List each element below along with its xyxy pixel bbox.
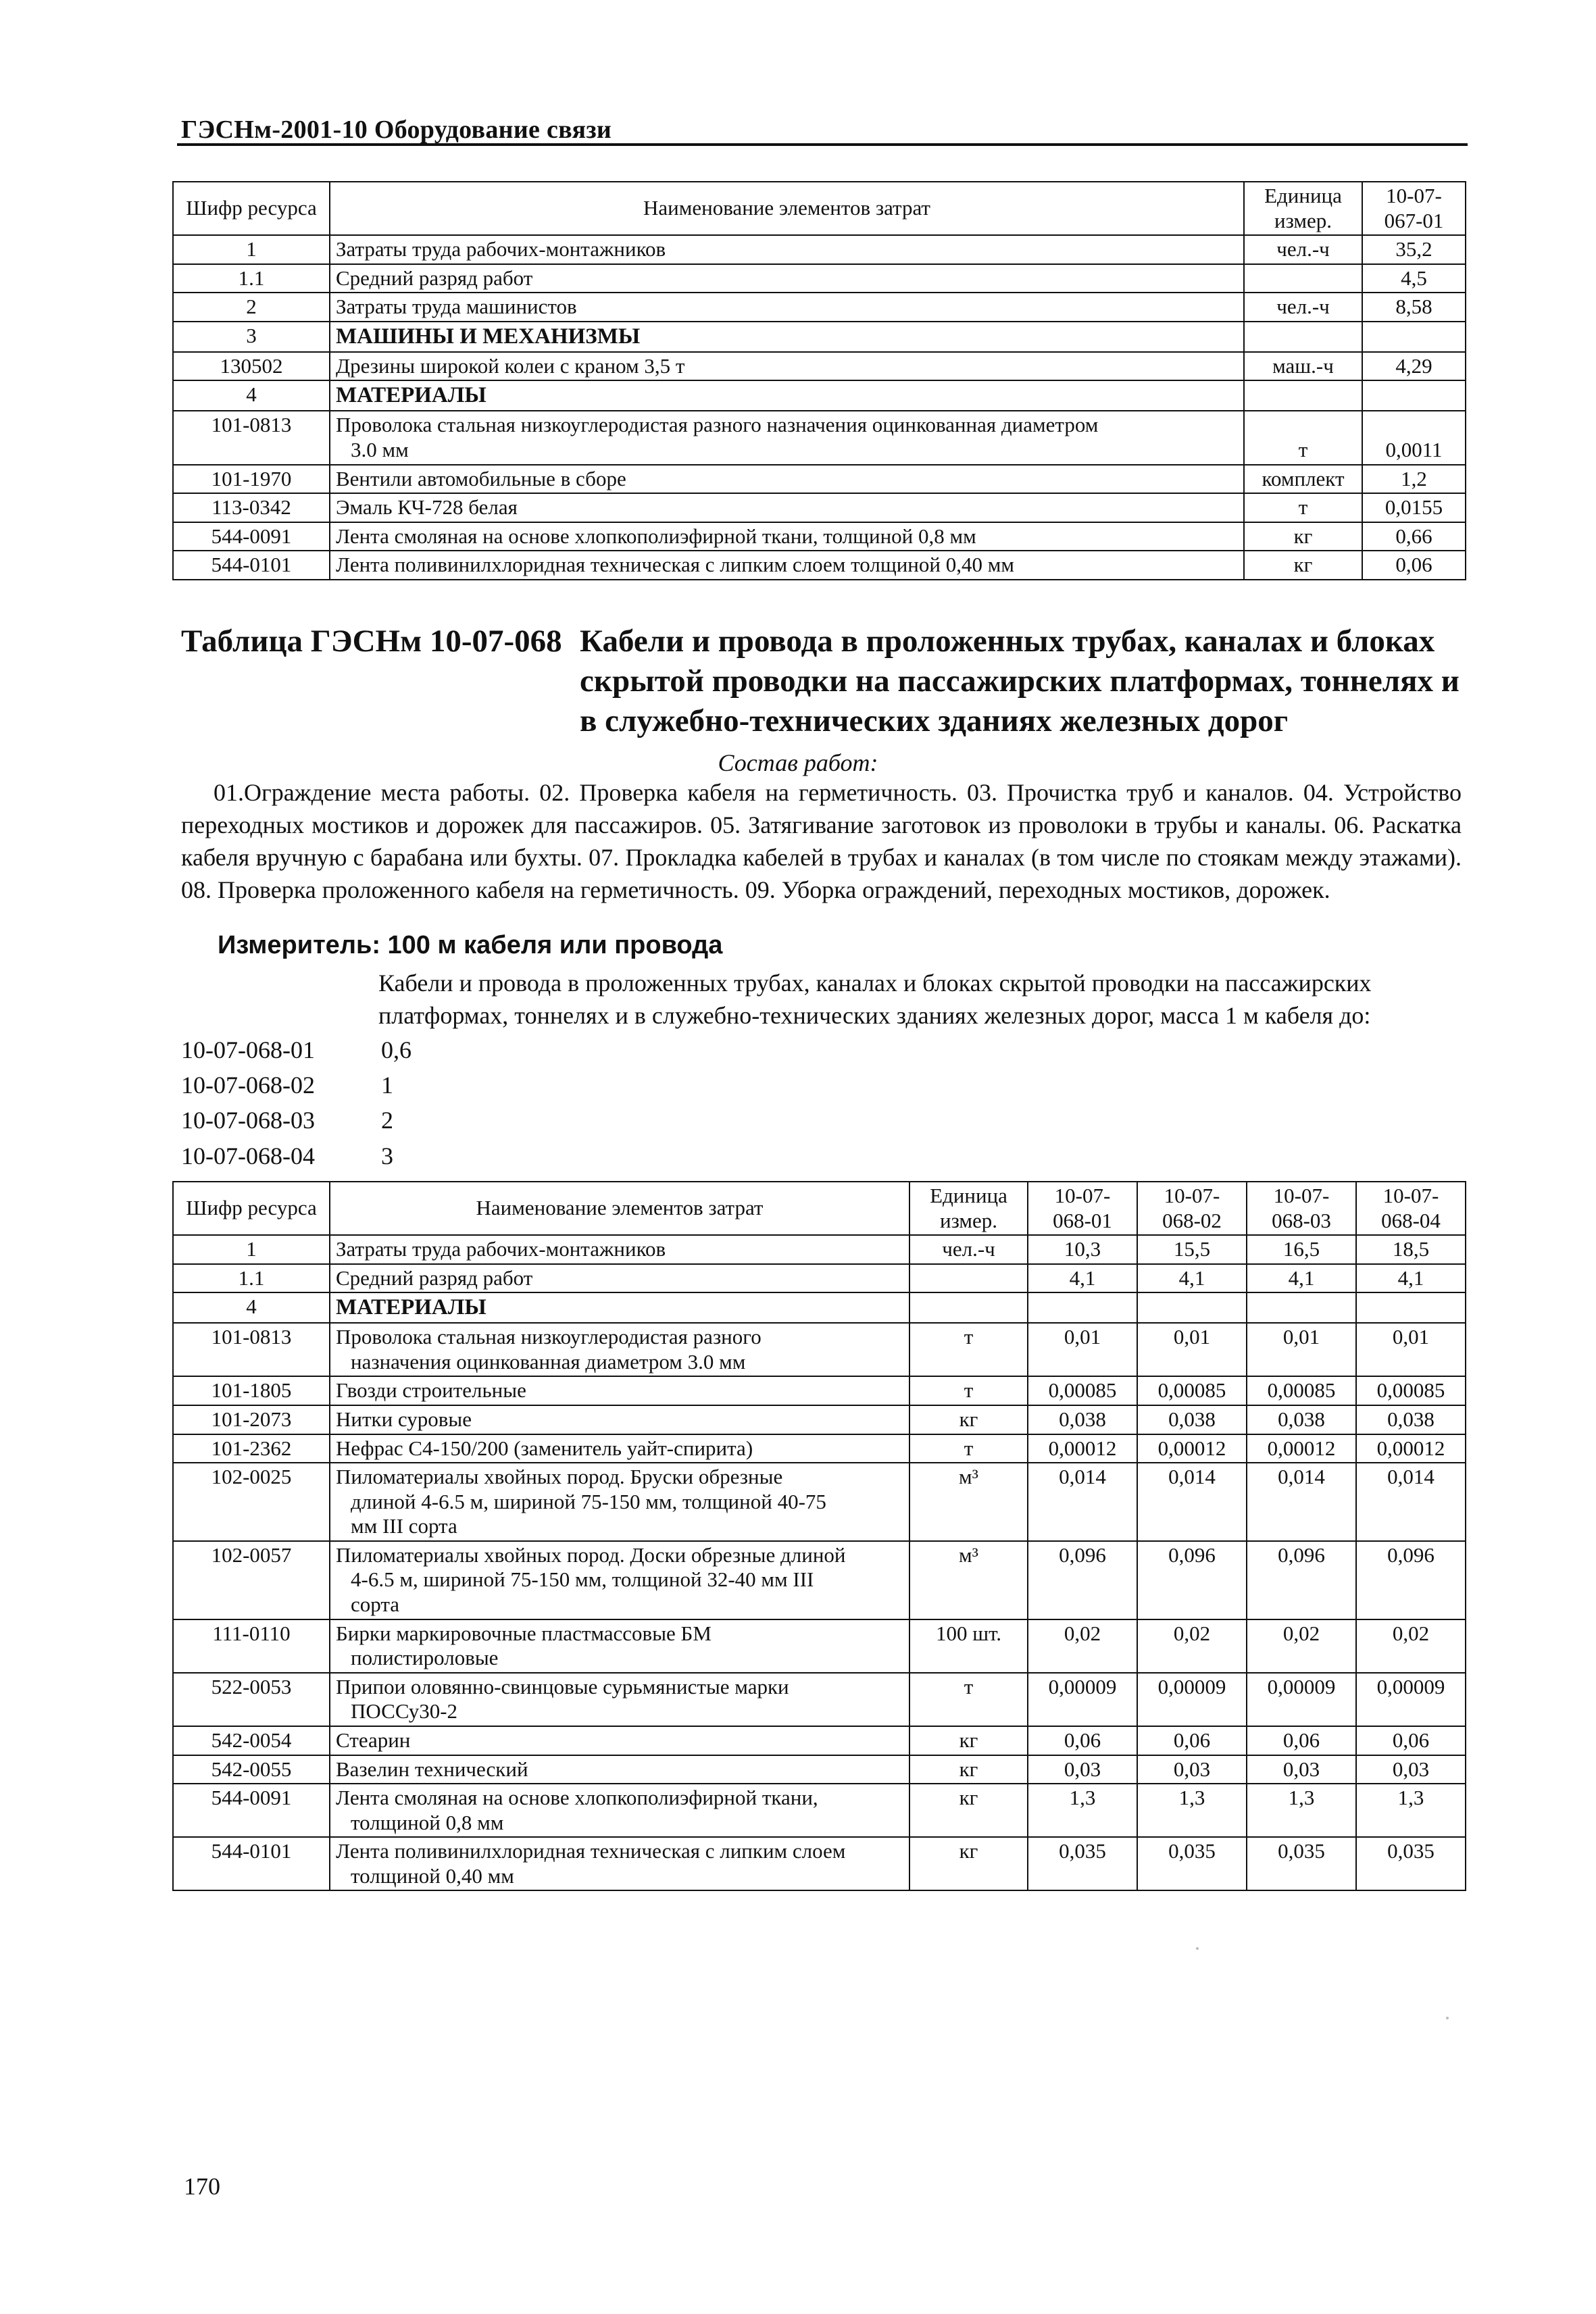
cost-item-name [330,1376,909,1405]
unit-cell [1244,322,1362,352]
cost-item-name-line: Припои оловянно-свинцовые сурьмянистые марки [336,1674,789,1699]
header-unit [909,1182,1028,1235]
cost-item-name-line: толщиной 0,40 мм [351,1863,514,1888]
unit-cell: кг [909,1784,1028,1837]
value-cell [1362,380,1466,411]
cost-item-name-line: полистироловые [351,1646,499,1670]
cost-item-name-line: 3.0 мм [351,437,409,461]
variants-intro-line1: Кабели и провода в проложенных трубах, каналах и блоках скрытой проводки на пассажирских [378,970,1372,997]
value-cell: 16,5 [1247,1235,1356,1264]
cost-item-name-line: Вазелин технический [336,1757,528,1781]
value-cell: 0,00012 [1247,1434,1356,1463]
value-cell: 0,00085 [1137,1376,1247,1405]
value-cell: 4,1 [1356,1264,1466,1293]
value-cell: 0,01 [1247,1323,1356,1376]
value-cell: 0,01 [1028,1323,1137,1376]
cost-item-name [330,380,1244,411]
value-cell: 1,3 [1356,1784,1466,1837]
value-cell: 0,00085 [1028,1376,1137,1405]
unit-cell: кг [909,1726,1028,1755]
resource-code: 544-0101 [173,1837,330,1890]
value-cell: 4,1 [1137,1264,1247,1293]
cost-item-name [330,1784,909,1837]
resource-code: 544-0091 [173,1784,330,1837]
cost-item-name-line: длиной 4-6.5 м, шириной 75-150 мм, толщиной 40-75 [351,1489,826,1513]
table-row [173,264,1466,293]
cost-item-name [330,235,1244,264]
table-body [173,1235,1466,1890]
value-cell: 0,038 [1137,1405,1247,1434]
unit-cell: м³ [909,1541,1028,1619]
cost-item-name [330,352,1244,381]
table-row [173,352,1466,381]
table-row [173,493,1466,522]
section-row [173,1292,1466,1323]
value-cell: 1,2 [1362,465,1466,494]
value-cell: 10,3 [1028,1235,1137,1264]
resource-code: 101-1805 [173,1376,330,1405]
resource-code: 102-0057 [173,1541,330,1619]
resource-code: 101-1970 [173,465,330,494]
header-col-3 [1247,1182,1356,1235]
resource-code: 1 [173,1235,330,1264]
cost-item-name [330,493,1244,522]
value-cell: 4,29 [1362,352,1466,381]
value-cell [1247,1292,1356,1323]
cost-item-name-line: Проволока стальная низкоуглеродистая разного [336,1325,762,1349]
value-cell: 4,5 [1362,264,1466,293]
cost-item-name [330,1673,909,1726]
resource-code: 542-0054 [173,1726,330,1755]
header-unit-line2: измер. [939,1208,998,1232]
value-cell: 0,096 [1356,1541,1466,1619]
table-row [173,1755,1466,1784]
cost-item-name-line: Дрезины широкой колеи с краном 3,5 т [336,353,685,378]
value-cell: 0,06 [1247,1726,1356,1755]
variant-code: 10-07-068-04 [181,1142,315,1169]
value-cell: 0,06 [1356,1726,1466,1755]
resource-code: 1.1 [173,1264,330,1293]
resource-code: 111-0110 [173,1619,330,1673]
value-cell: 8,58 [1362,293,1466,322]
header-col-4 [1356,1182,1466,1235]
value-cell: 0,014 [1137,1463,1247,1541]
cost-item-name [330,1405,909,1434]
unit-cell [1244,380,1362,411]
table-row [173,1784,1466,1837]
unit-cell [909,1292,1028,1323]
running-header: ГЭСНм-2001-10 Оборудование связи [181,116,612,144]
header-unit-line2: измер. [1274,208,1332,232]
section-row [173,322,1466,352]
value-cell: 0,03 [1247,1755,1356,1784]
header-name: Наименование элементов затрат [330,1182,909,1235]
header-col-2 [1137,1182,1247,1235]
value-cell: 4,1 [1028,1264,1137,1293]
unit-cell: кг [909,1837,1028,1890]
cost-item-name-line: Гвозди строительные [336,1378,526,1403]
header-col-line2: 068-04 [1381,1208,1441,1232]
value-cell: 15,5 [1137,1235,1247,1264]
unit-cell: кг [909,1755,1028,1784]
table-row [173,1673,1466,1726]
value-cell: 1,3 [1247,1784,1356,1837]
cost-item-name-line: Бирки маркировочные пластмассовые БМ [336,1621,712,1645]
variant-row [181,1138,435,1174]
header-code: Шифр ресурса [173,182,330,235]
value-cell: 0,00009 [1247,1673,1356,1726]
value-cell: 0,02 [1028,1619,1137,1673]
cost-item-name [330,411,1244,464]
value-cell: 0,035 [1137,1837,1247,1890]
resource-code: 1.1 [173,264,330,293]
cost-item-name-line: МАШИНЫ И МЕХАНИЗМЫ [336,324,641,349]
unit-cell: т [909,1323,1028,1376]
table-row [173,1619,1466,1673]
cost-item-name-line: назначения оцинкованная диаметром 3.0 мм [351,1349,746,1374]
variants-intro-line2: платформах, тоннелях и в служебно-технических зданиях железных дорог, масса 1 м кабеля до: [378,1001,1371,1029]
cost-item-name [330,264,1244,293]
value-cell: 0,096 [1137,1541,1247,1619]
variant-row [181,1032,435,1067]
header-col-line1: 10-07- [1054,1184,1111,1207]
header-unit-line1: Единица [1264,184,1342,207]
composition-heading: Состав работ: [718,749,878,776]
table-row [173,1463,1466,1541]
value-cell: 0,096 [1028,1541,1137,1619]
cost-item-name [330,522,1244,551]
cost-item-name [330,1541,909,1619]
resource-table-067 [172,181,1466,580]
header-col-line2: 068-01 [1053,1208,1112,1232]
resource-code: 101-0813 [173,1323,330,1376]
value-cell: 0,00085 [1356,1376,1466,1405]
header-col-line1: 10-07- [1382,1184,1439,1207]
variant-value: 2 [381,1107,393,1134]
table-caption-title: Кабели и провода в проложенных трубах, каналах и блоках скрытой проводки на пассажирских платформах, тоннелях и в служебно-технических зданиях железных дорог [580,624,1460,738]
value-cell: 0,014 [1356,1463,1466,1541]
cost-item-name [330,465,1244,494]
value-cell: 0,00012 [1137,1434,1247,1463]
value-cell: 0,014 [1247,1463,1356,1541]
unit-cell: чел.-ч [1244,293,1362,322]
table-caption-label: Таблица ГЭСНм 10-07-068 [181,624,562,659]
value-cell: 0,035 [1356,1837,1466,1890]
cost-item-name-line: Проволока стальная низкоуглеродистая разного назначения оцинкованная диаметром [336,413,1099,437]
table-row [173,1726,1466,1755]
table-row [173,465,1466,494]
cost-item-name [330,1755,909,1784]
resource-code: 102-0025 [173,1463,330,1541]
cost-item-name [330,551,1244,580]
header-rule [177,143,1468,146]
cost-item-name-line: толщиной 0,8 мм [351,1810,504,1834]
header-code: Шифр ресурса [173,1182,330,1235]
cost-item-name-line: Лента смоляная на основе хлопкополиэфирной ткани, толщиной 0,8 мм [336,524,976,548]
cost-item-name [330,1292,909,1323]
value-cell: 0,06 [1362,551,1466,580]
resource-code: 3 [173,322,330,352]
variants-intro [378,967,1460,1032]
table-row [173,293,1466,322]
value-cell: 0,02 [1356,1619,1466,1673]
header-col-line1: 10-07- [1273,1184,1330,1207]
value-cell: 0,03 [1356,1755,1466,1784]
unit-cell: чел.-ч [909,1235,1028,1264]
resource-code: 1 [173,235,330,264]
value-cell [1362,322,1466,352]
value-cell: 0,00085 [1247,1376,1356,1405]
table-row [173,1405,1466,1434]
resource-code: 4 [173,380,330,411]
table-header-row [173,182,1466,235]
table-row [173,1837,1466,1890]
cost-item-name-line: Нефрас С4-150/200 (заменитель уайт-спирита) [336,1436,753,1460]
value-cell: 0,03 [1137,1755,1247,1784]
cost-item-name [330,1235,909,1264]
resource-code: 101-2362 [173,1434,330,1463]
value-cell: 0,035 [1247,1837,1356,1890]
scan-speck [1446,2017,1449,2019]
value-cell: 0,00009 [1356,1673,1466,1726]
unit-cell: 100 шт. [909,1619,1028,1673]
value-cell: 0,0155 [1362,493,1466,522]
cost-item-name-line: сорта [351,1592,400,1617]
cost-item-name-line: Лента смоляная на основе хлопкополиэфирной ткани, [336,1786,818,1810]
cost-item-name [330,1726,909,1755]
header-col [1362,182,1466,235]
header-unit [1244,182,1362,235]
variant-code: 10-07-068-03 [181,1107,315,1134]
cost-item-name [330,293,1244,322]
variant-value: 3 [381,1142,393,1169]
composition-text: 01.Ограждение места работы. 02. Проверка кабеля на герметичность. 03. Прочистка труб и каналов. 04. Устройство переходных мостиков и дорожек для пассажиров. 05. Затягивание заготовок из проволоки в трубы и каналы. 06. Раскатка кабеля вручную с барабана или бухты. 07. Прокладка кабелей в трубах и каналах (в том числе по стоякам между этажами). 08. Проверка проложенного кабеля на герметичность. 09. Уборка ограждений, переходных мостиков, дорожек. [181,779,1462,903]
value-cell: 0,66 [1362,522,1466,551]
unit-cell: м³ [909,1463,1028,1541]
value-cell: 0,06 [1137,1726,1247,1755]
value-cell [1028,1292,1137,1323]
table-row [173,1323,1466,1376]
cost-item-name-line: МАТЕРИАЛЫ [336,383,487,408]
value-cell: 0,035 [1028,1837,1137,1890]
cost-item-name-line: Пиломатериалы хвойных пород. Доски обрезные длиной [336,1542,846,1567]
value-cell: 0,014 [1028,1463,1137,1541]
unit-cell: т [1244,493,1362,522]
value-cell: 35,2 [1362,235,1466,264]
value-cell: 0,00012 [1356,1434,1466,1463]
meter-line: Измеритель: 100 м кабеля или провода [218,931,723,959]
header-name: Наименование элементов затрат [330,182,1244,235]
header-col-line2: 067-01 [1384,208,1444,232]
cost-item-name [330,1323,909,1376]
cost-item-name [330,1619,909,1673]
cost-item-name-line: Затраты труда машинистов [336,295,577,319]
resource-code: 542-0055 [173,1755,330,1784]
unit-cell: маш.-ч [1244,352,1362,381]
resource-code: 101-2073 [173,1405,330,1434]
value-cell: 1,3 [1137,1784,1247,1837]
table-row [173,1376,1466,1405]
header-col-line1: 10-07- [1386,184,1442,207]
variant-value: 0,6 [381,1036,412,1063]
section-row [173,380,1466,411]
cost-item-name [330,322,1244,352]
value-cell: 0,0011 [1362,411,1466,464]
resource-code: 113-0342 [173,493,330,522]
table-row [173,551,1466,580]
cost-item-name-line: Пиломатериалы хвойных пород. Бруски обрезные [336,1465,783,1489]
value-cell: 1,3 [1028,1784,1137,1837]
variant-code: 10-07-068-02 [181,1072,315,1099]
resource-code: 522-0053 [173,1673,330,1726]
value-cell: 0,00012 [1028,1434,1137,1463]
table-body [173,235,1466,580]
unit-cell [909,1264,1028,1293]
resource-code: 4 [173,1292,330,1323]
cost-item-name-line: Нитки суровые [336,1407,472,1431]
value-cell [1137,1292,1247,1323]
variant-row [181,1067,435,1103]
variant-row [181,1103,435,1138]
table-row [173,235,1466,264]
table-row [173,411,1466,464]
cost-item-name-line: Затраты труда рабочих-монтажников [336,1237,666,1261]
resource-code: 130502 [173,352,330,381]
unit-cell: т [909,1376,1028,1405]
cost-item-name-line: Лента поливинилхлоридная техническая с липким слоем [336,1839,846,1863]
resource-code: 101-0813 [173,411,330,464]
header-col-line2: 068-03 [1272,1208,1331,1232]
table-row [173,522,1466,551]
unit-cell: кг [909,1405,1028,1434]
value-cell: 0,038 [1356,1405,1466,1434]
header-col-1 [1028,1182,1137,1235]
cost-item-name-line: Средний разряд работ [336,266,533,290]
cost-item-name-line: МАТЕРИАЛЫ [336,1295,487,1320]
value-cell: 0,00009 [1028,1673,1137,1726]
table-row [173,1434,1466,1463]
cost-item-name [330,1434,909,1463]
value-cell: 0,03 [1028,1755,1137,1784]
unit-cell [1244,264,1362,293]
unit-cell: т [1244,411,1362,464]
resource-code: 544-0091 [173,522,330,551]
value-cell: 4,1 [1247,1264,1356,1293]
header-col-line1: 10-07- [1164,1184,1220,1207]
cost-item-name-line: Стеарин [336,1728,411,1752]
value-cell: 0,096 [1247,1541,1356,1619]
table-row [173,1264,1466,1293]
table-header-row [173,1182,1466,1235]
unit-cell: чел.-ч [1244,235,1362,264]
resource-table-068 [172,1181,1466,1891]
value-cell: 0,02 [1247,1619,1356,1673]
table-row [173,1235,1466,1264]
value-cell: 18,5 [1356,1235,1466,1264]
cost-item-name-line: Вентили автомобильные в сборе [336,466,626,491]
unit-cell: кг [1244,551,1362,580]
value-cell [1356,1292,1466,1323]
table-row [173,1541,1466,1619]
cost-item-name-line: ПОССу30-2 [351,1699,458,1724]
variant-value: 1 [381,1072,393,1099]
variant-code: 10-07-068-01 [181,1036,315,1063]
value-cell: 0,01 [1137,1323,1247,1376]
cost-item-name-line: Затраты труда рабочих-монтажников [336,237,666,261]
unit-cell: комплект [1244,465,1362,494]
value-cell: 0,06 [1028,1726,1137,1755]
header-col-line2: 068-02 [1162,1208,1222,1232]
cost-item-name-line: Эмаль КЧ-728 белая [336,495,518,520]
scan-speck [1196,1947,1199,1950]
cost-item-name [330,1264,909,1293]
cost-item-name-line: Лента поливинилхлоридная техническая с липким слоем толщиной 0,40 мм [336,553,1014,577]
resource-code: 2 [173,293,330,322]
cost-item-name [330,1837,909,1890]
resource-code: 544-0101 [173,551,330,580]
value-cell: 0,038 [1028,1405,1137,1434]
value-cell: 0,038 [1247,1405,1356,1434]
cost-item-name-line: Средний разряд работ [336,1265,533,1290]
unit-cell: т [909,1673,1028,1726]
value-cell: 0,01 [1356,1323,1466,1376]
cost-item-name-line: мм III сорта [351,1514,457,1538]
header-unit-line1: Единица [930,1184,1007,1207]
cost-item-name [330,1463,909,1541]
cost-item-name-line: 4-6.5 м, шириной 75-150 мм, толщиной 32-40 мм III [351,1567,814,1592]
variants-list [181,1032,435,1174]
unit-cell: кг [1244,522,1362,551]
unit-cell: т [909,1434,1028,1463]
page-number: 170 [184,2173,220,2200]
value-cell: 0,00009 [1137,1673,1247,1726]
value-cell: 0,02 [1137,1619,1247,1673]
